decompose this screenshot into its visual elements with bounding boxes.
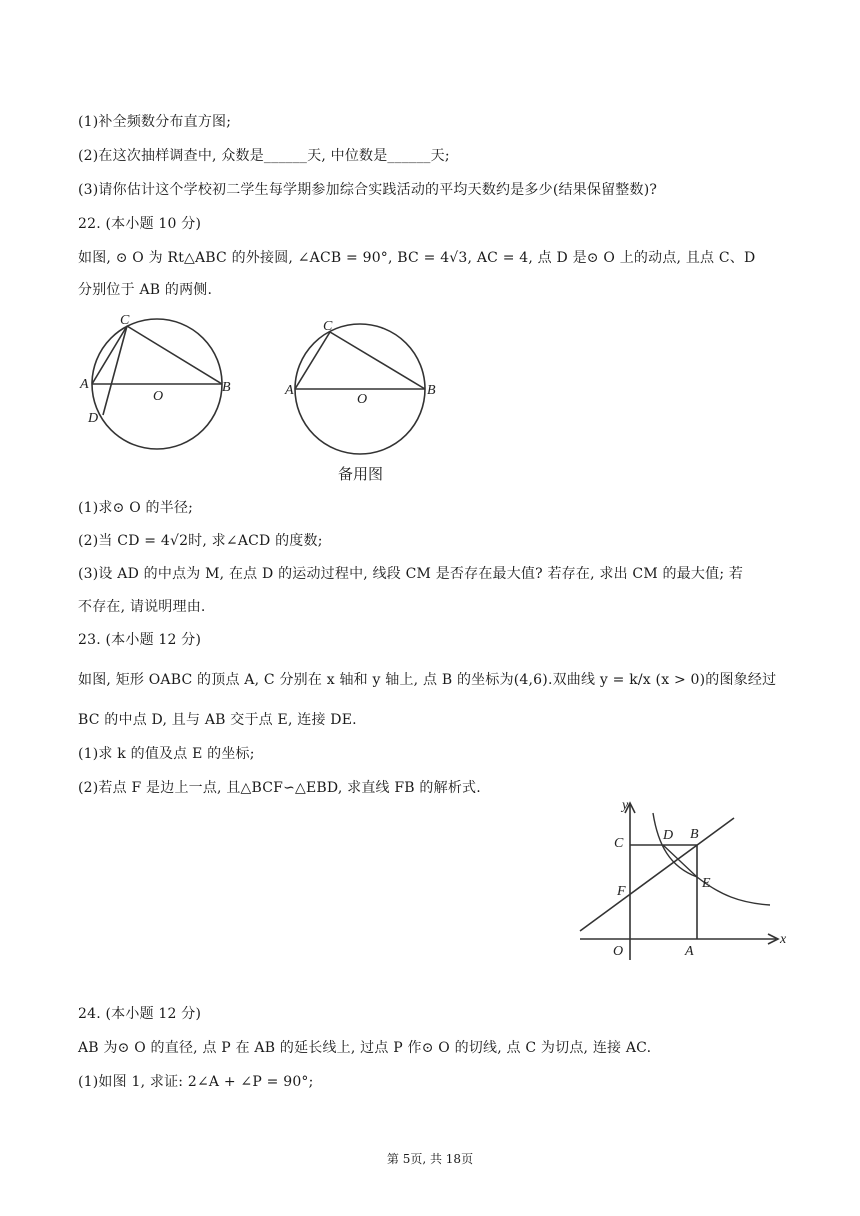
q23-part1: (1)求 k 的值及点 E 的坐标; (78, 746, 255, 762)
page-footer: 第 5页, 共 18页 (386, 1152, 474, 1166)
q22-heading: 22. (本小题 10 分) (78, 216, 202, 232)
label-e: E (702, 876, 711, 891)
label-d: D (663, 828, 674, 843)
q21-part3: (3)请你估计这个学校初二学生每学期参加综合实践活动的平均天数约是多少(结果保留整数)? (78, 182, 658, 198)
q23-part2: (2)若点 F 是边上一点, 且△BCF∽△EBD, 求直线 FB 的解析式. (78, 780, 481, 796)
q22-figure-spare (283, 315, 443, 460)
q23-heading: 23. (本小题 12 分) (78, 632, 202, 648)
q24-heading: 24. (本小题 12 分) (78, 1006, 202, 1022)
spare-figure-caption: 备用图 (338, 465, 384, 483)
q22-part3-line2: 不存在, 请说明理由. (78, 599, 206, 615)
q21-part1: (1)补全频数分布直方图; (78, 114, 232, 130)
q23-coordinate-figure (570, 795, 800, 965)
q23-text-line1: 如图, 矩形 OABC 的顶点 A, C 分别在 x 轴和 y 轴上, 点 B 的坐标为(4,6).双曲线 y = k/x (x > 0)的图象经过 (78, 672, 777, 688)
q22-figure-main (80, 312, 240, 462)
label-o: O (153, 389, 164, 404)
q24-part1: (1)如图 1, 求证: 2∠A + ∠P = 90°; (78, 1074, 314, 1090)
axis-label-x: x (780, 932, 787, 947)
label-b: B (222, 380, 231, 395)
label-a: A (80, 377, 89, 392)
label-f: F (617, 884, 626, 899)
label-b: B (427, 383, 436, 398)
q22-part3-line1: (3)设 AD 的中点为 M, 在点 D 的运动过程中, 线段 CM 是否存在最大值? 若存在, 求出 CM 的最大值; 若 (78, 566, 744, 582)
label-c: C (120, 313, 130, 328)
label-c: C (323, 319, 333, 334)
q24-text: AB 为⊙ O 的直径, 点 P 在 AB 的延长线上, 过点 P 作⊙ O 的切线, 点 C 为切点, 连接 AC. (78, 1040, 652, 1056)
q23-text-line2: BC 的中点 D, 且与 AB 交于点 E, 连接 DE. (78, 712, 357, 728)
label-a: A (685, 944, 694, 959)
label-a: A (285, 383, 294, 398)
label-c: C (614, 836, 624, 851)
label-b: B (690, 827, 699, 842)
q22-part2: (2)当 CD = 4√2时, 求∠ACD 的度数; (78, 533, 323, 549)
label-d: D (88, 411, 99, 426)
axis-label-y: y (622, 798, 629, 813)
q22-text-line1: 如图, ⊙ O 为 Rt△ABC 的外接圆, ∠ACB = 90°, BC = 4√3, AC = 4, 点 D 是⊙ O 上的动点, 且点 C、D (78, 250, 756, 266)
label-o: O (613, 944, 624, 959)
q21-part2: (2)在这次抽样调查中, 众数是______天, 中位数是______天; (78, 148, 450, 164)
q22-text-line2: 分别位于 AB 的两侧. (78, 282, 213, 298)
label-o: O (357, 392, 368, 407)
q22-part1: (1)求⊙ O 的半径; (78, 500, 194, 516)
